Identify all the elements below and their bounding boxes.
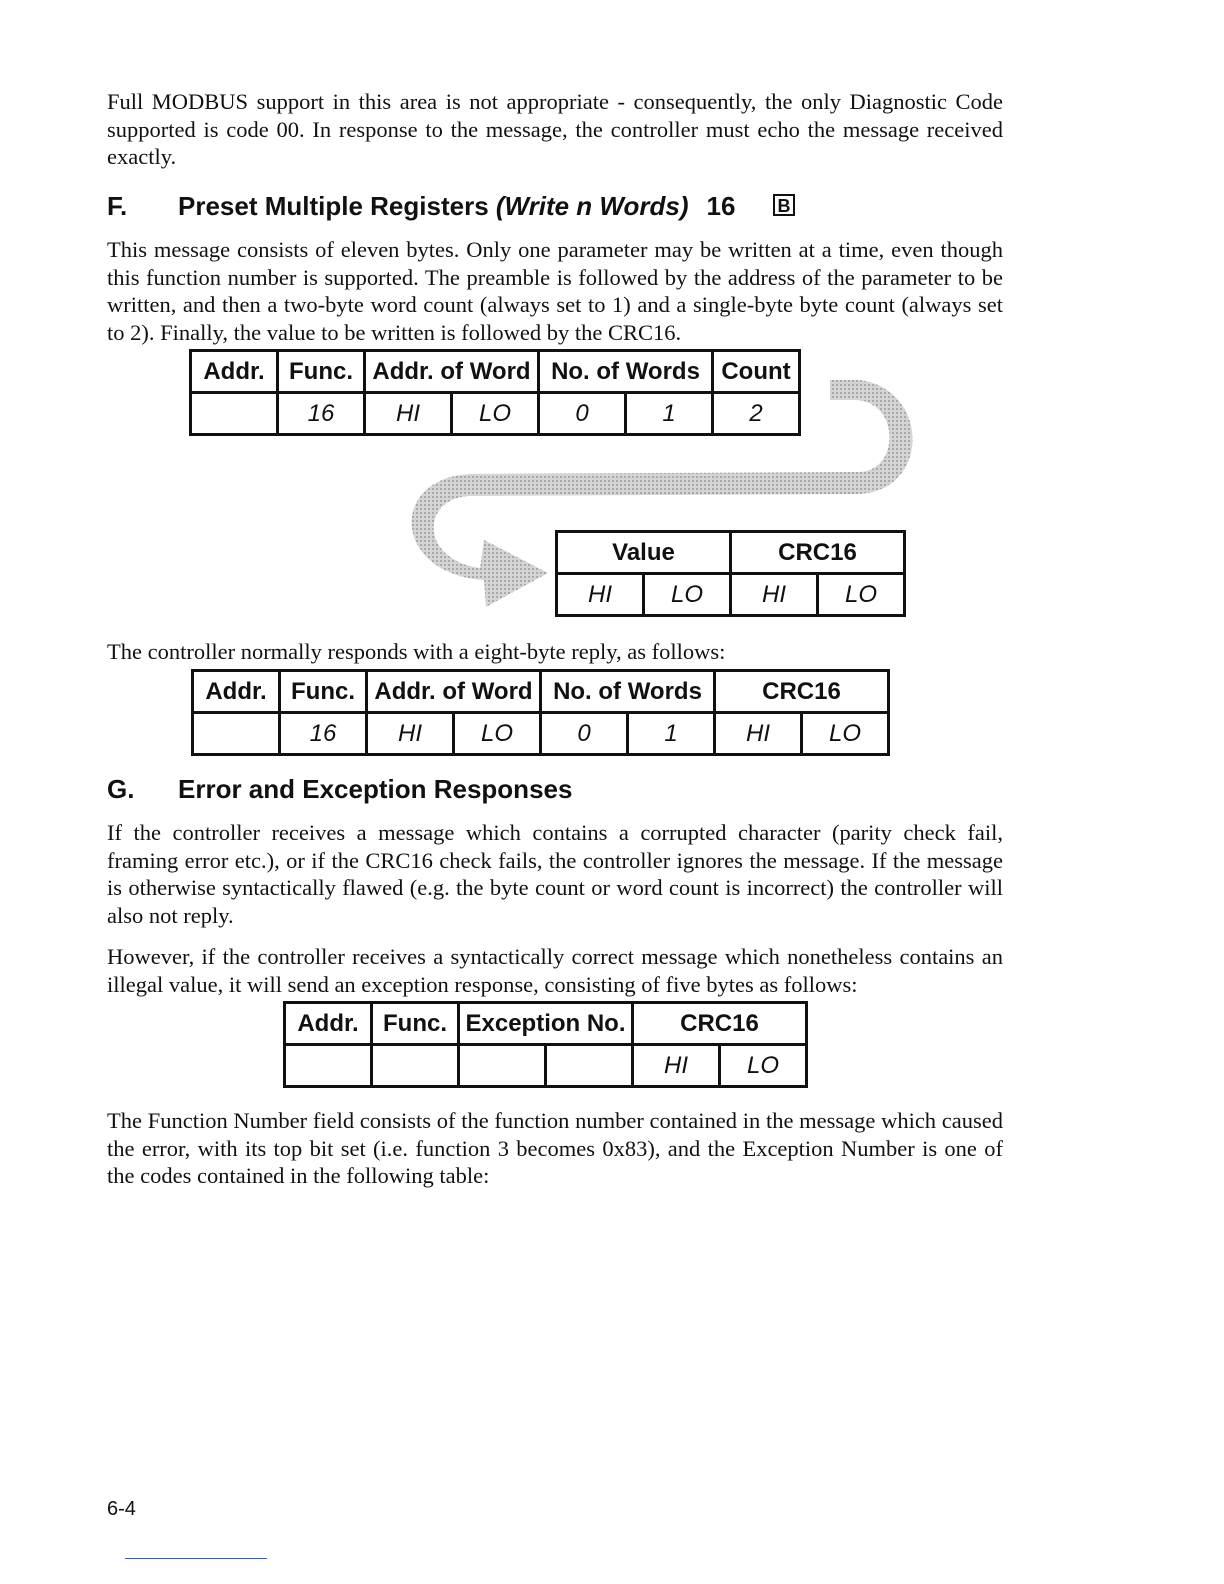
table-value-row xyxy=(191,393,800,435)
table-value-row xyxy=(193,713,889,755)
value-cell: HI xyxy=(367,713,454,755)
section-f-function-number: 16 xyxy=(706,191,736,221)
table-header-row xyxy=(191,351,800,393)
header-cell: Value xyxy=(557,532,731,574)
table-value-row xyxy=(557,574,905,616)
section-g-title: Error and Exception Responses xyxy=(178,774,573,804)
value-cell: 16 xyxy=(280,713,367,755)
section-g-paragraph-1: If the controller receives a message which contains a corrupted character (parity check fail, framing error etc.), or if the CRC16 check fails, the controller ignores the message. If the message is otherwise syntactically flawed (e.g. the byte count or word count is incorrect) the controller will also not reply. xyxy=(107,820,1003,928)
request-frame-continuation-table xyxy=(555,530,906,617)
value-cell: LO xyxy=(644,574,731,616)
section-f-heading xyxy=(107,190,795,222)
section-f-subtitle: (Write n Words) xyxy=(495,191,689,221)
section-f-letter: F. xyxy=(107,191,128,221)
section-f-paragraph: This message consists of eleven bytes. Only one parameter may be written at a time, even though this function number is supported. The preamble is followed by the address of the parameter to be written, and then a two-byte word count (always set to 1) and a single-byte byte count (always set to 2). Finally, the value to be written is followed by the CRC16. xyxy=(107,237,1003,345)
modbus-b-icon xyxy=(773,194,795,216)
value-cell: LO xyxy=(452,393,539,435)
exception-frame-table xyxy=(283,1001,808,1088)
request-frame-table xyxy=(189,349,801,436)
header-cell: Addr. xyxy=(193,671,280,713)
value-cell: 0 xyxy=(539,393,626,435)
table-header-row xyxy=(285,1003,807,1045)
section-f-title: Preset Multiple Registers xyxy=(178,191,489,221)
section-g-letter: G. xyxy=(107,774,135,804)
value-cell: LO xyxy=(454,713,541,755)
header-cell: No. of Words xyxy=(541,671,715,713)
header-cell: Func. xyxy=(278,351,365,393)
value-cell: 1 xyxy=(626,393,713,435)
value-cell xyxy=(459,1045,546,1087)
value-cell: LO xyxy=(818,574,905,616)
header-cell: Addr. of Word xyxy=(365,351,539,393)
reply-intro: The controller normally responds with a eight-byte reply, as follows: xyxy=(107,639,726,664)
value-cell xyxy=(372,1045,459,1087)
value-cell: HI xyxy=(715,713,802,755)
svg-text:B: B xyxy=(777,196,791,216)
value-cell: 2 xyxy=(713,393,800,435)
header-cell: Exception No. xyxy=(459,1003,633,1045)
table-header-row xyxy=(557,532,905,574)
value-cell: HI xyxy=(731,574,818,616)
value-cell: HI xyxy=(633,1045,720,1087)
header-cell: No. of Words xyxy=(539,351,713,393)
reply-frame-table xyxy=(191,669,890,756)
header-cell: Addr. xyxy=(285,1003,372,1045)
value-cell xyxy=(546,1045,633,1087)
header-cell: CRC16 xyxy=(633,1003,807,1045)
table-header-row xyxy=(193,671,889,713)
section-g-heading xyxy=(107,773,572,805)
header-cell: CRC16 xyxy=(731,532,905,574)
value-cell: LO xyxy=(720,1045,807,1087)
footer-rule xyxy=(125,1558,267,1559)
section-g-paragraph-3: The Function Number field consists of the function number contained in the message which caused the error, with its top bit set (i.e. function 3 becomes 0x83), and the Exception Number is one of the codes contained in the following table: xyxy=(107,1108,1003,1188)
header-cell: Func. xyxy=(280,671,367,713)
header-cell: Addr. of Word xyxy=(367,671,541,713)
value-cell: 1 xyxy=(628,713,715,755)
header-cell: CRC16 xyxy=(715,671,889,713)
value-cell xyxy=(191,393,278,435)
value-cell: 16 xyxy=(278,393,365,435)
value-cell xyxy=(193,713,280,755)
value-cell: LO xyxy=(802,713,889,755)
section-g-paragraph-2: However, if the controller receives a syntactically correct message which nonetheless contains an illegal value, it will send an exception response, consisting of five bytes as follows: xyxy=(107,944,1003,997)
page-number: 6-4 xyxy=(107,1498,136,1520)
header-cell: Func. xyxy=(372,1003,459,1045)
value-cell: 0 xyxy=(541,713,628,755)
header-cell: Addr. xyxy=(191,351,278,393)
value-cell: HI xyxy=(557,574,644,616)
value-cell xyxy=(285,1045,372,1087)
table-value-row xyxy=(285,1045,807,1087)
header-cell: Count xyxy=(713,351,800,393)
value-cell: HI xyxy=(365,393,452,435)
intro-paragraph: Full MODBUS support in this area is not appropriate - consequently, the only Diagnostic Code supported is code 00. In response to the message, the controller must echo the message received exactly. xyxy=(107,89,1003,169)
